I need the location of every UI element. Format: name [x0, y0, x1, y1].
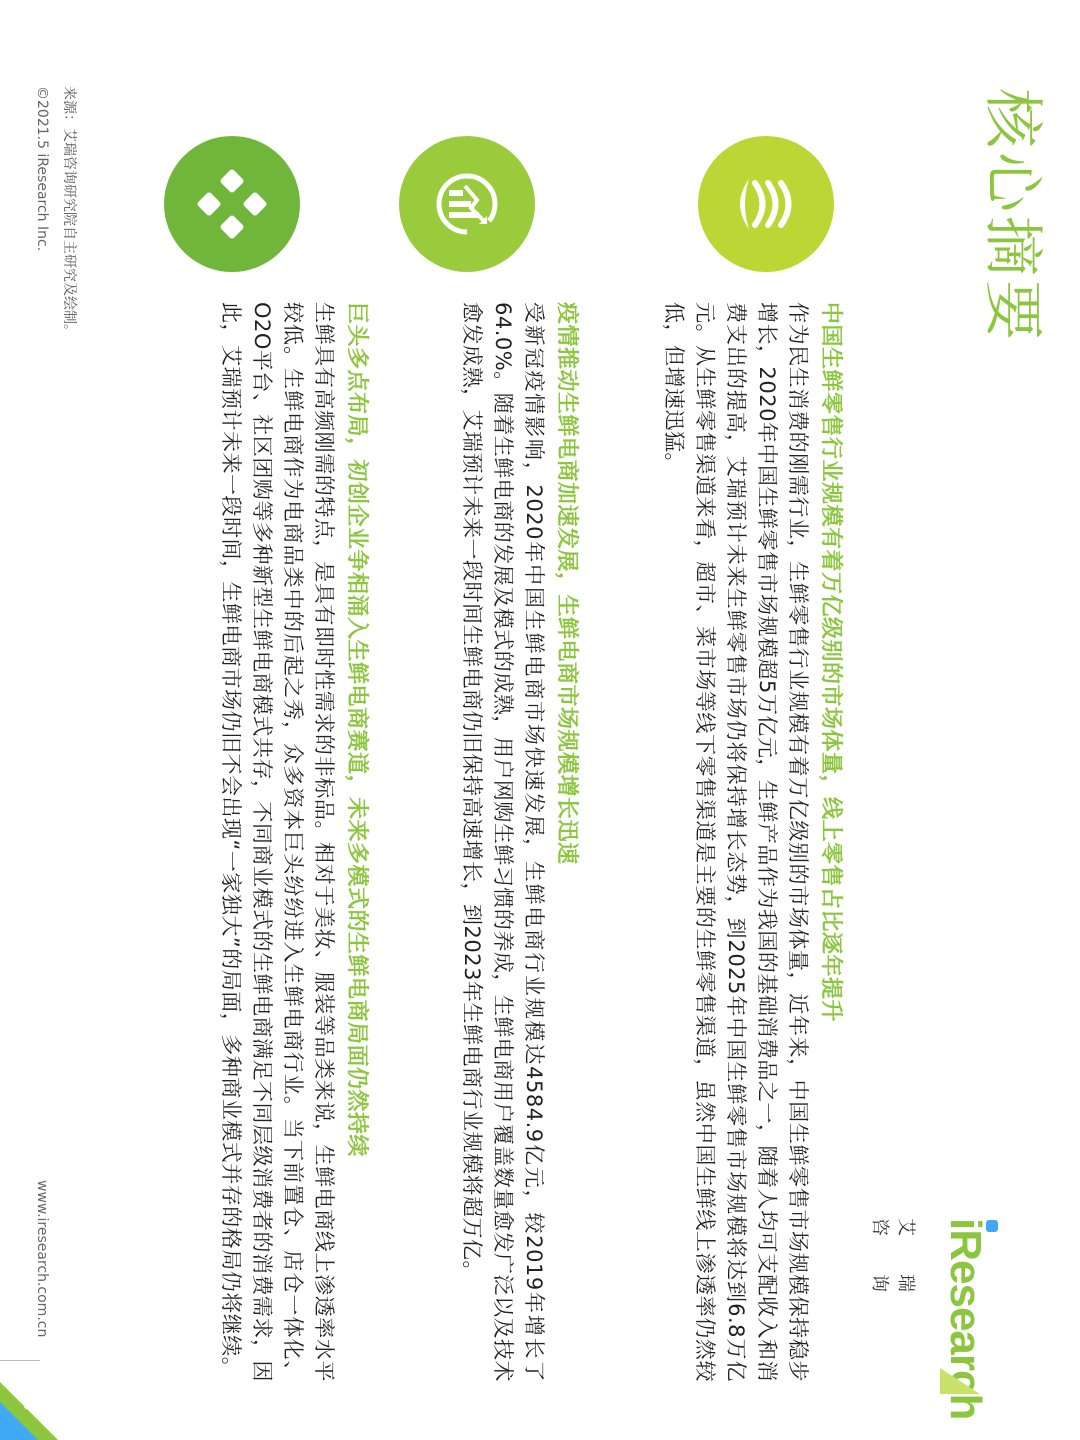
summary-section-1 [658, 302, 848, 1382]
logo-chinese: 艾瑞咨询 [869, 1218, 916, 1330]
website-link[interactable]: www.iresearch.com.cn [34, 1180, 50, 1338]
page-corner-icon [0, 1382, 58, 1440]
section-heading: 中国生鲜零售行业规模有着万亿级别的市场体量，线上零售占比逐年提升 [818, 302, 843, 1023]
section-heading: 疫情推动生鲜电商加速发展，生鲜电商市场规模增长迅速 [554, 302, 579, 865]
growth-chart-icon [399, 136, 535, 272]
iresearch-logo [869, 1180, 1020, 1420]
source-note: 来源：艾瑞咨询研究院自主研究及绘制。 [61, 86, 77, 338]
section-body: 生鲜具有高频刚需的特点，是具有即时性需求的非标品。相对于美妆、服装等品类来说，生鲜电商线上渗透率水平较低。生鲜电商作为电商品类中的后起之秀，众多资本巨头纷纷进入生鲜电商行业。当下前置仓、店仓一体化、O2O平台、社区团购等多种新型生鲜电商模式共存，不同商业模式的生鲜电商满足不同层级消费者的消费需求，因此，艾瑞预计未来一段时间，生鲜电商市场仍旧不会出现“一家独大”的局面，多种商业模式并存的格局仍将继续。 [219, 302, 336, 1382]
copyright: ©2021.5 iResearch Inc. [34, 86, 50, 252]
footer-divider [0, 1360, 40, 1361]
logo-corner-icon [940, 1368, 980, 1394]
page-number: 3 [20, 1400, 40, 1411]
section-body: 作为民生消费的刚需行业，生鲜零售行业规模有着万亿级别的市场体量，近年来，中国生鲜零售市场规模保持稳步增长，2020年中国生鲜零售市场规模超5万亿元，生鲜产品作为我国的基础消费品之一，随着人均可支配收入和消费支出的提高，艾瑞预计未来生鲜零售市场仍将保持增长态势，到2025年中国生鲜零售市场规模将达到6.8万亿元。从生鲜零售渠道来看，超市、菜市场等线下零售渠道是主要的生鲜零售渠道，虽然中国生鲜线上渗透率仍然较低，但增速迅猛。 [662, 302, 810, 1382]
logo-wordmark: iResearch [941, 1218, 990, 1420]
summary-section-3 [215, 302, 374, 1382]
diamond-grid-icon [164, 136, 300, 272]
section-heading: 巨头多点布局，初创企业争相涌入生鲜电商赛道，未来多模式的生鲜电商局面仍然持续 [344, 302, 369, 1158]
summary-section-2 [456, 302, 584, 1382]
page-title: 核心摘要 [977, 88, 1047, 344]
section-body: 受新冠疫情影响，2020年中国生鲜电商市场快速发展，生鲜电商行业规模达4584.9亿元，较2019年增长了64.0%。随着生鲜电商的发展及模式的成熟，用户网购生鲜习惯的养成，生鲜电商用户覆盖数量愈发广泛以及技术愈发成熟，艾瑞预计未来一段时间生鲜电商仍旧保持高速增长，到2023年生鲜电商行业规模将超万亿。 [460, 302, 546, 1382]
layers-icon [698, 136, 834, 272]
